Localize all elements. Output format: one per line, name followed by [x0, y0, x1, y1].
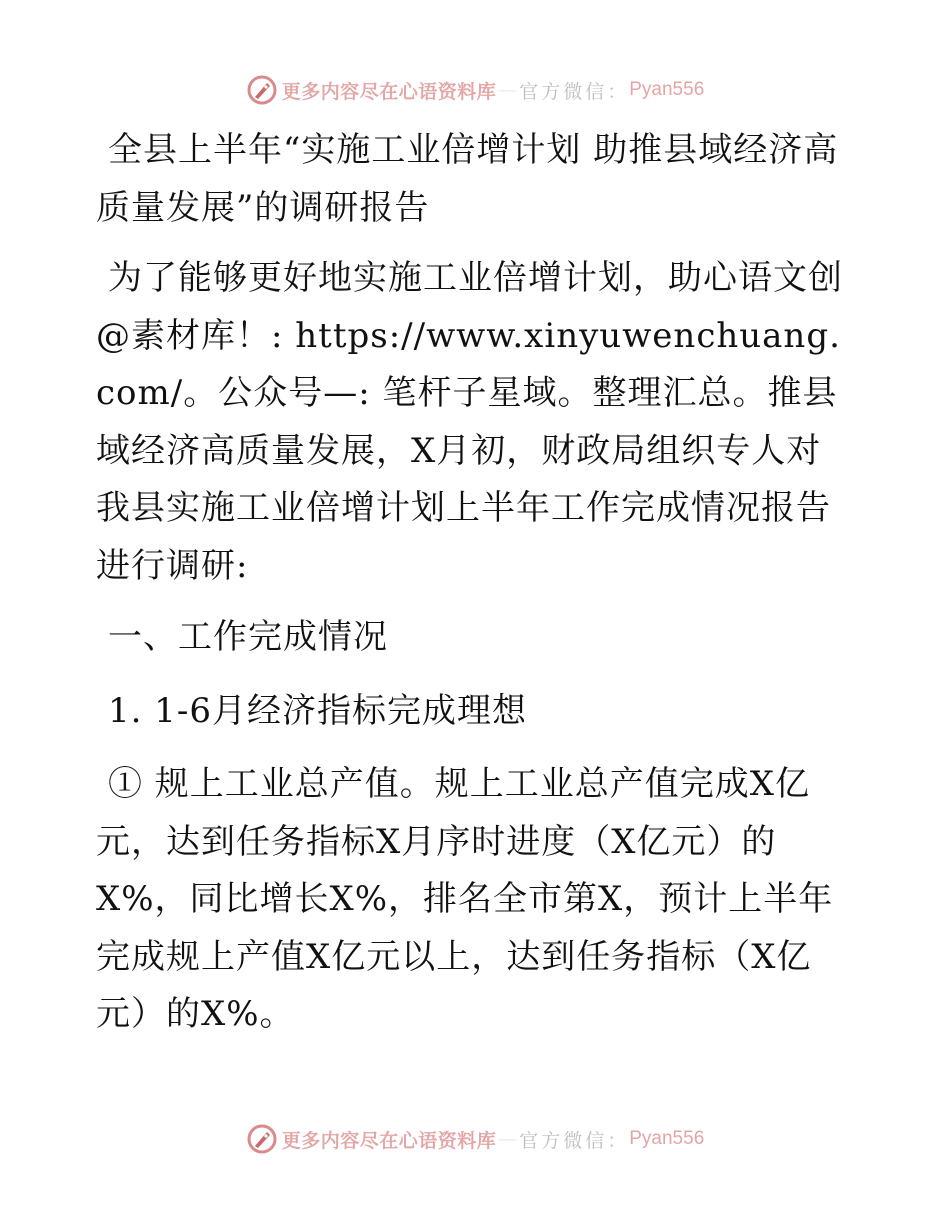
intro-paragraph: 为了能够更好地实施工业倍增计划，助心语文创@素材库！: https://www.xinyuwenchuang.com/。公众号—: 笔杆子星域。整理汇总。推县域经济高质量发展，X月初，财政局组织专人对我县实施工业倍增计划上半年工作完成情况报告进行调研: [96, 258, 843, 586]
header-watermark [0, 70, 950, 110]
pen-nib-logo-icon [246, 1123, 278, 1155]
watermark-separator: — [498, 1128, 518, 1150]
watermark-text: 更多内容尽在心语资料库 [281, 80, 497, 103]
watermark-separator: — [498, 79, 518, 101]
subsection-heading: 1. 1-6月经济指标完成理想 [108, 690, 527, 731]
watermark-wechat-id: Pyan556 [629, 1128, 705, 1149]
section-heading: 一、工作完成情况 [108, 617, 388, 657]
item-paragraph: ① 规上工业总产值。规上工业总产值完成X亿元，达到任务指标X月序时进度（X亿元）的X%，同比增长X%，排名全市第X，预计上半年完成规上产值X亿元以上，达到任务指标（X亿元）的X%。 [96, 764, 834, 1034]
document-title: 全县上半年“实施工业倍增计划 助推县域经济高质量发展”的调研报告 [96, 130, 839, 228]
watermark-label: 官方微信： [519, 80, 630, 103]
watermark-text: 更多内容尽在心语资料库 [281, 1129, 497, 1152]
watermark-wechat-id: Pyan556 [629, 79, 705, 100]
footer-watermark [0, 1119, 950, 1159]
watermark-label: 官方微信： [519, 1129, 630, 1152]
document-body [96, 122, 856, 1058]
pen-nib-logo-icon [246, 74, 278, 106]
